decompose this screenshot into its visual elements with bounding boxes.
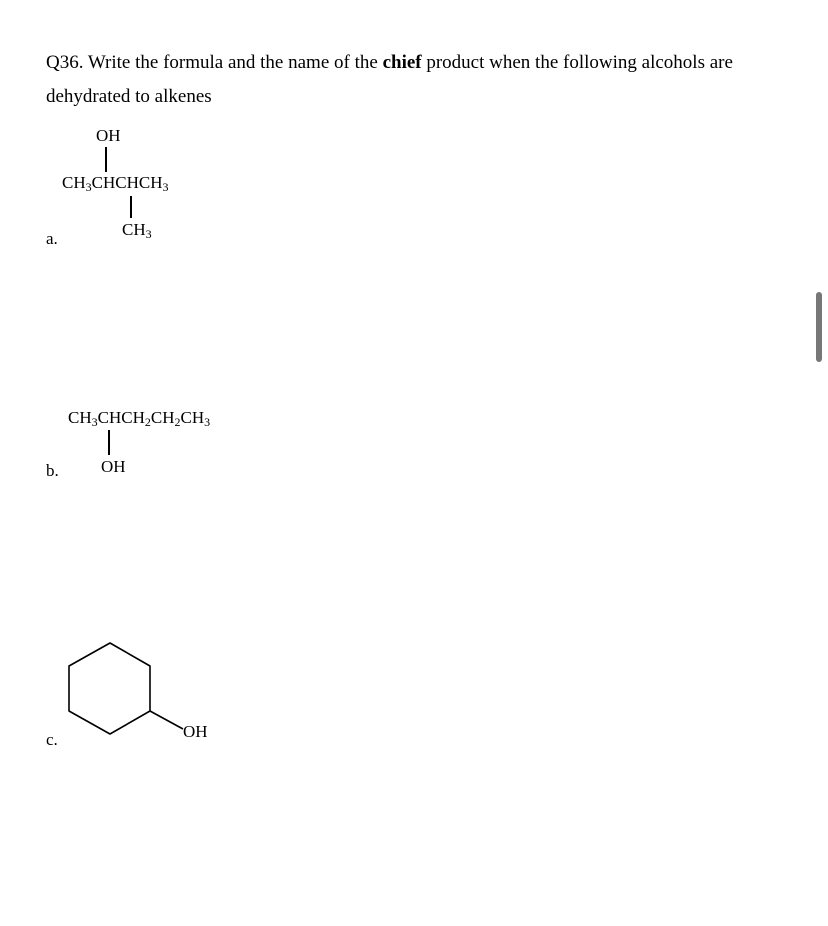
question-prefix: Q36. Write the formula and the name of the (46, 52, 383, 73)
cyclohexane-polygon (69, 643, 150, 734)
item-b-label: b. (46, 461, 59, 480)
scrollbar-thumb[interactable] (816, 292, 822, 362)
item-a-label: a. (46, 229, 58, 248)
ring-oh-bond (150, 711, 183, 729)
item-b-chain: $CH_3CHCH_2CH_2CH_3$ (68, 408, 211, 429)
question-suffix: product when the following alcohols are (421, 52, 733, 73)
item-c-label: c. (46, 730, 58, 749)
question-emphasis: chief (382, 52, 422, 73)
item-a-oh-group: OH (96, 126, 121, 145)
item-a-methyl-group: $CH_3$ (122, 220, 152, 241)
item-a-chain: $CH_3CHCHCH_3$ (62, 173, 169, 194)
question-line-2: dehydrated to alkenes (46, 86, 212, 107)
item-b-oh-group: OH (101, 457, 126, 476)
item-c-oh-group: OH (183, 722, 208, 741)
